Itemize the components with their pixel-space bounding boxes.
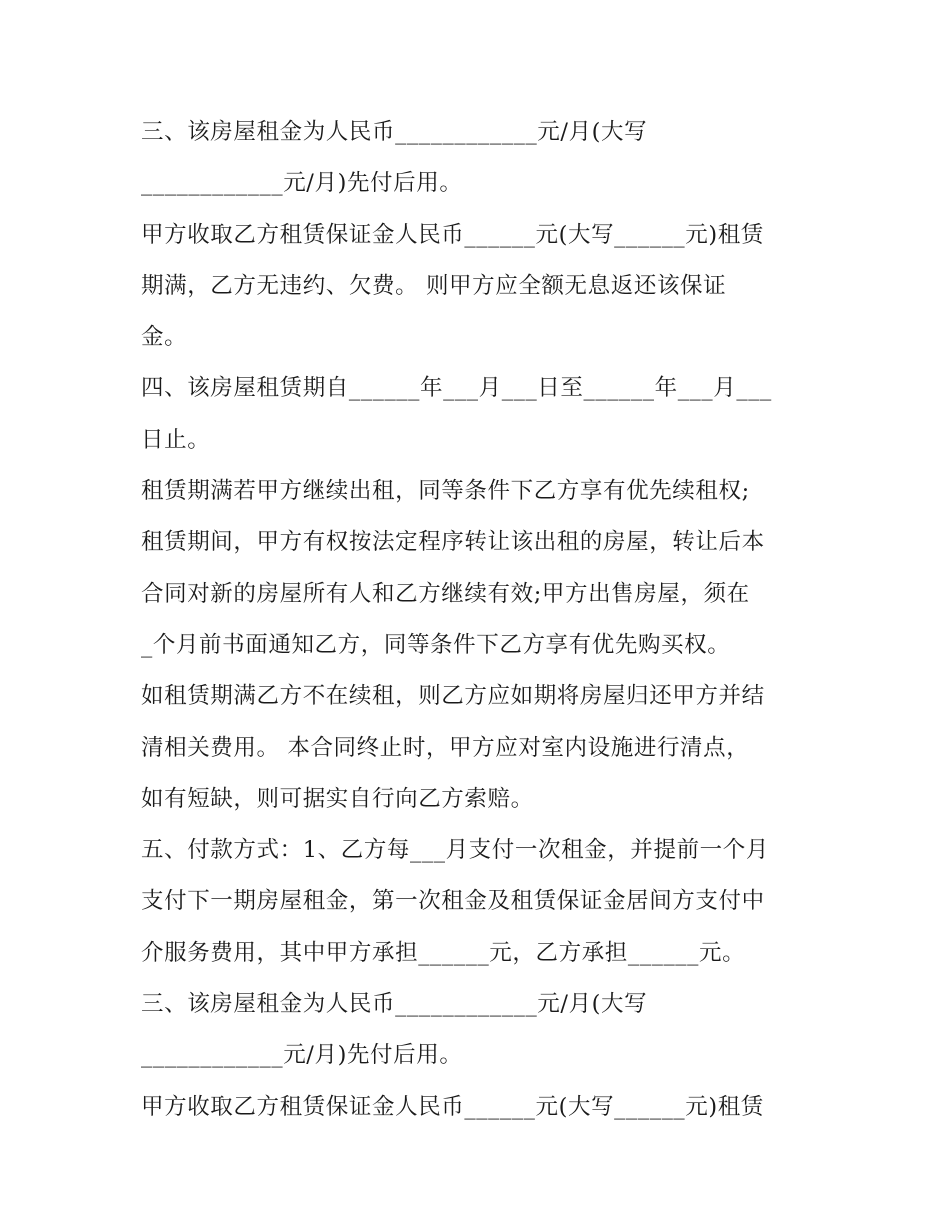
text-line: ____________元/月)先付后用。 — [141, 1042, 463, 1069]
text-line: 期满，乙方无违约、欠费。 则甲方应全额无息返还该保证 — [141, 272, 727, 299]
document-body — [141, 107, 821, 1133]
text-line: ____________元/月)先付后用。 — [141, 170, 463, 197]
text-line: 三、该房屋租金为人民币____________元/月(大写 — [141, 991, 648, 1018]
text-line: 如租赁期满乙方不在续租，则乙方应如期将房屋归还甲方并结 — [141, 683, 765, 710]
text-line: 甲方收取乙方租赁保证金人民币______元(大写______元)租赁 — [141, 221, 764, 248]
text-line: _个月前书面通知乙方，同等条件下乙方享有优先购买权。 — [141, 631, 731, 658]
text-line: 合同对新的房屋所有人和乙方继续有效;甲方出售房屋，须在 — [141, 580, 750, 607]
text-line: 如有短缺，则可据实自行向乙方索赔。 — [141, 785, 534, 812]
text-line: 五、付款方式：1、乙方每___月支付一次租金，并提前一个月 — [141, 837, 769, 864]
text-line: 租赁期间，甲方有权按法定程序转让该出租的房屋，转让后本 — [141, 529, 765, 556]
text-line: 支付下一期房屋租金，第一次租金及租赁保证金居间方支付中 — [141, 888, 765, 915]
text-line: 四、该房屋租赁期自______年___月___日至______年___月___ — [141, 375, 772, 402]
text-line: 甲方收取乙方租赁保证金人民币______元(大写______元)租赁 — [141, 1093, 764, 1120]
text-line: 日止。 — [141, 426, 211, 453]
text-line: 清相关费用。 本合同终止时，甲方应对室内设施进行清点， — [141, 734, 750, 761]
text-line: 介服务费用，其中甲方承担______元，乙方承担______元。 — [141, 939, 746, 966]
text-line: 金。 — [141, 324, 188, 351]
text-line: 三、该房屋租金为人民币____________元/月(大写 — [141, 119, 648, 145]
text-line: 租赁期满若甲方继续出租，同等条件下乙方享有优先续租权; — [141, 478, 750, 505]
